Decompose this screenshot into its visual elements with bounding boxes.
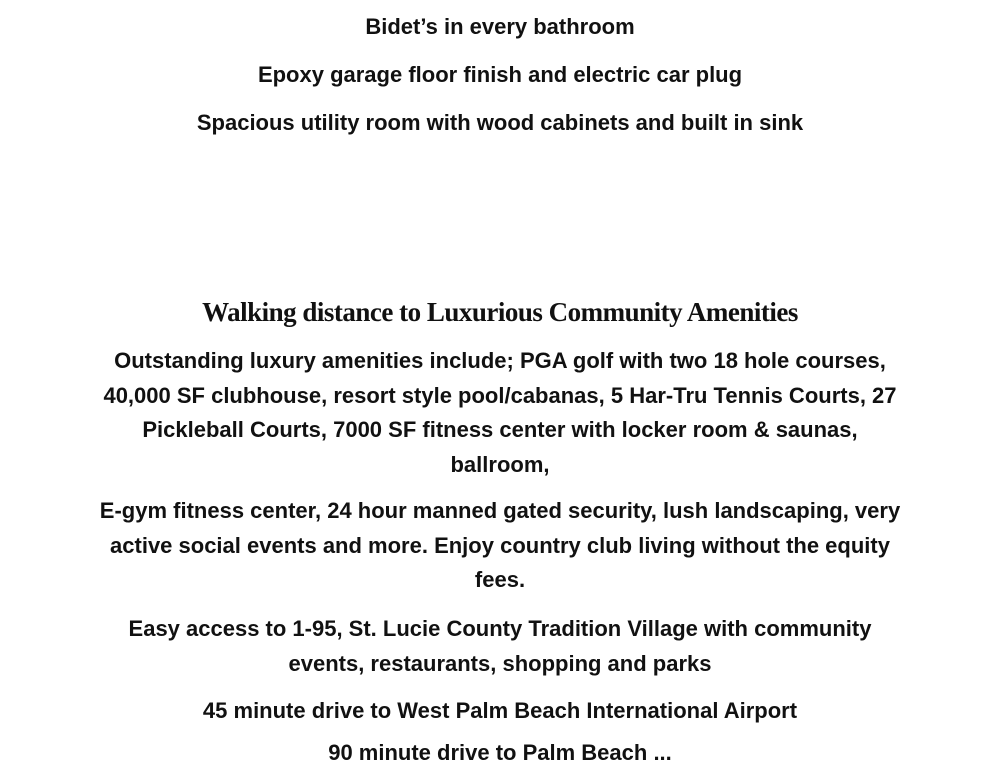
amenities-heading: Walking distance to Luxurious Community Amenities [202,297,798,327]
amenities-paragraph-3: Easy access to 1-95, St. Lucie County Tradition Village with community events, restaurants, shopping and parks [128,616,872,676]
airport-line: 45 minute drive to West Palm Beach International Airport [202,698,798,723]
amenities-paragraph-1: Outstanding luxury amenities include; PGA golf with two 18 hole courses, 40,000 SF clubhouse, resort style pool/cabanas, 5 Har-Tru Tennis Courts, 27 Pickleball Courts, 7000 SF fitness center with locker room & saunas, ballroom, [103,348,897,477]
cut-off-line: 90 minute drive to Palm Beach ... [328,740,672,765]
feature-garage: Epoxy garage floor finish and electric car plug [257,62,743,87]
amenities-paragraph-2: E-gym fitness center, 24 hour manned gated security, lush landscaping, very active social events and more. Enjoy country club living without the equity fees. [99,498,901,592]
feature-bidets: Bidet’s in every bathroom [365,14,635,39]
feature-utility-room: Spacious utility room with wood cabinets and built in sink [196,110,804,135]
